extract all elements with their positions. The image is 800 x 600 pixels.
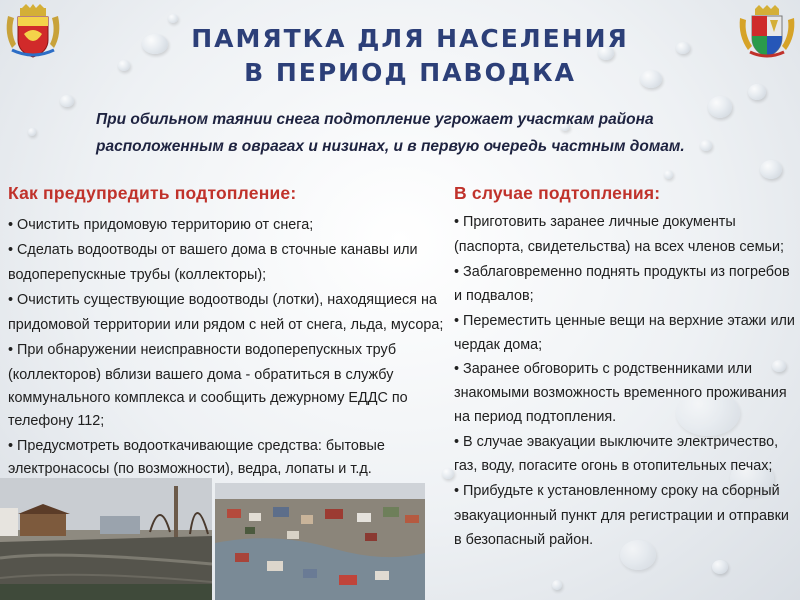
list-line: • Заблаговременно поднять продукты из погребов: [454, 264, 790, 280]
intro-text-line: расположенным в оврагах и низинах, и в первую очередь частным домам.: [96, 138, 685, 155]
water-drop: [620, 540, 656, 570]
water-drop: [60, 95, 74, 107]
list-line: • Очистить существующие водоотводы (лотки), находящиеся на: [8, 292, 437, 308]
water-drop: [708, 96, 732, 118]
flooding-heading: В случае подтопления:: [454, 183, 661, 203]
list-line: • Прибудьте к установленному сроку на сборный: [454, 483, 780, 499]
list-line: • В случае эвакуации выключите электричество,: [454, 434, 779, 450]
list-line: (паспорта, свидетельства) на всех членов семьи;: [454, 239, 785, 255]
list-line: • При обнаружении неисправности водоперепускных труб: [8, 342, 397, 358]
list-line: на период подтопления.: [454, 409, 617, 425]
list-line: электронасосы (по возможности), ведра, лопаты и т.д.: [8, 461, 372, 477]
city-coat-of-arms-icon: [2, 4, 64, 60]
water-drop: [676, 42, 690, 54]
water-drop: [168, 14, 178, 23]
list-line: эвакуационный пункт для регистрации и отправки: [454, 508, 789, 524]
water-drop: [442, 468, 454, 479]
water-drop: [748, 84, 766, 100]
page-title: ПАМЯТКА ДЛЯ НАСЕЛЕНИЯ: [191, 24, 629, 53]
page-subtitle: В ПЕРИОД ПАВОДКА: [244, 58, 576, 87]
list-line: • Заранее обговорить с родственниками или: [454, 361, 752, 377]
list-line: придомовой территории или рядом с ней от снега, льда, мусора;: [8, 317, 444, 333]
list-line: • Сделать водоотводы от вашего дома в сточные канавы или: [8, 242, 418, 258]
water-drop: [772, 360, 786, 372]
list-line: (коллекторов) вблизи вашего дома - обратиться в службу: [8, 367, 394, 383]
list-line: в безопасный район.: [454, 532, 594, 548]
water-drop: [118, 60, 130, 71]
prevention-heading: Как предупредить подтопление:: [8, 183, 297, 203]
intro-text-line: При обильном таянии снега подтопление угрожает участкам района: [96, 111, 654, 128]
flooded-town-aerial-photo: [215, 483, 425, 600]
list-line: • Предусмотреть водооткачивающие средства: бытовые: [8, 438, 385, 454]
list-line: водоперепускные трубы (коллекторы);: [8, 267, 267, 283]
water-drop: [28, 128, 36, 136]
list-line: коммунального комплекса и сообщить дежурному ЕДДС по: [8, 390, 408, 406]
flooded-street-photo: [0, 478, 212, 600]
water-drop: [712, 560, 728, 574]
list-line: и подвалов;: [454, 288, 534, 304]
water-drop: [760, 160, 782, 179]
list-line: • Очистить придомовую территорию от снега;: [8, 217, 314, 233]
list-line: чердак дома;: [454, 337, 543, 353]
water-drop: [664, 170, 673, 179]
list-line: телефону 112;: [8, 413, 105, 429]
list-line: • Переместить ценные вещи на верхние этажи или: [454, 313, 795, 329]
water-drop: [552, 580, 562, 590]
district-coat-of-arms-icon: [736, 4, 798, 60]
list-line: • Приготовить заранее личные документы: [454, 214, 736, 230]
list-line: знакомыми возможность временного проживания: [454, 385, 787, 401]
water-drop: [700, 140, 712, 151]
list-line: газ, воду, погасите огонь в отопительных печах;: [454, 458, 773, 474]
